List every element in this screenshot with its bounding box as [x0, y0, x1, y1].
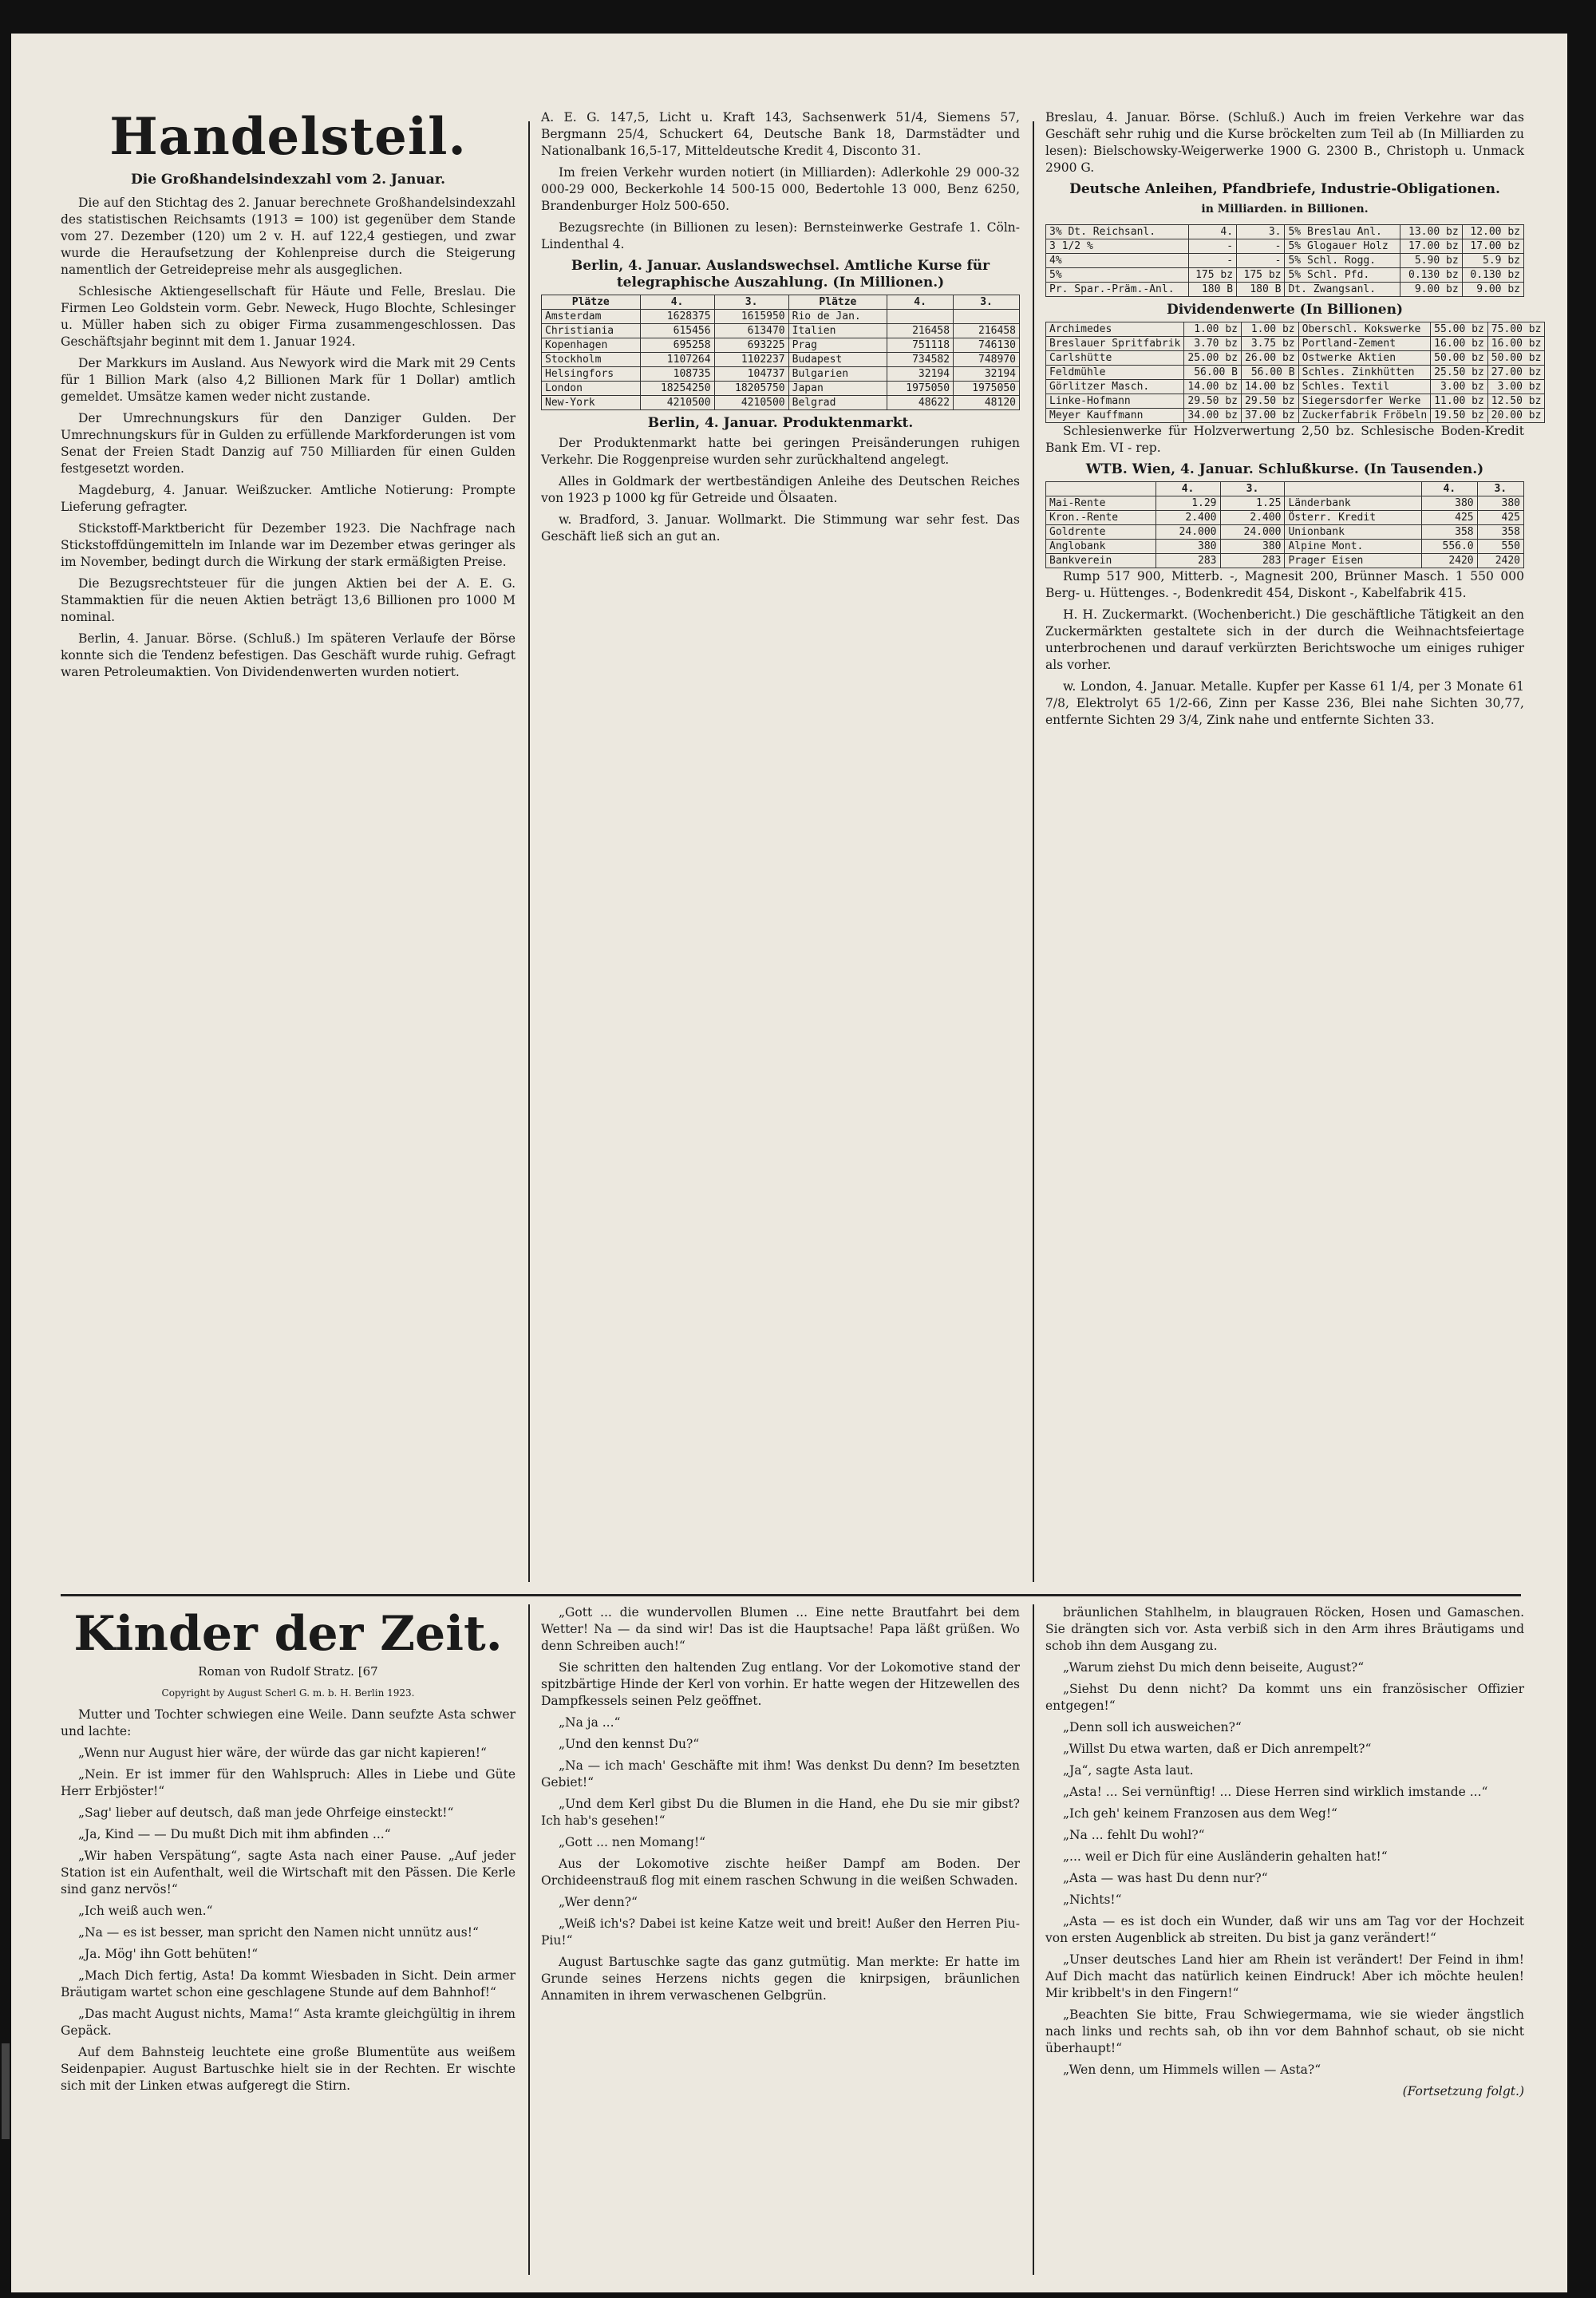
novel-paragraph: „Und den kennst Du?“ — [559, 1737, 700, 1751]
table-cell: 48120 — [954, 396, 1020, 410]
table-cell: 9.00 bz — [1400, 283, 1462, 297]
table-header: 3. — [954, 295, 1020, 310]
table-cell: - — [1188, 239, 1236, 254]
table-cell: 25.00 bz — [1184, 351, 1242, 366]
table-cell: 55.00 bz — [1431, 322, 1488, 337]
section-rule — [61, 1594, 1521, 1596]
zucker-text: H. H. Zuckermarkt. (Wochenbericht.) Die geschäftliche Tätigkeit an den Zuckermärkten gestaltete sich in der durch die Weihnachtsfeiertage unterbrochenen und darauf verkürzten Berichtswoche um einiges ruhiger als vorher. — [1045, 607, 1524, 672]
table-cell: 2.400 — [1156, 511, 1220, 525]
table-cell: 358 — [1477, 525, 1523, 540]
novel-paragraph: „Gott ... nen Momang!“ — [559, 1835, 706, 1849]
table-cell: 358 — [1422, 525, 1478, 540]
devisen-row — [542, 382, 1020, 396]
table-cell: 734582 — [887, 353, 954, 367]
table-cell: Bulgarien — [788, 367, 887, 382]
novel-paragraph: „Das macht August nichts, Mama!“ Asta kramte gleichgültig in ihrem Gepäck. — [61, 2007, 516, 2038]
table-header: 4. — [887, 295, 954, 310]
devisen-table — [541, 295, 1020, 410]
table-cell: 751118 — [887, 338, 954, 353]
table-cell: Prag — [788, 338, 887, 353]
table-cell: Bankverein — [1046, 554, 1156, 568]
dividend-row — [1046, 394, 1545, 409]
novel-paragraph: „Na ... fehlt Du wohl?“ — [1063, 1828, 1205, 1842]
dividend-row — [1046, 380, 1545, 394]
wien-row — [1046, 511, 1524, 525]
table-cell: 13.00 bz — [1400, 225, 1462, 239]
novel-paragraph: „Warum ziehst Du mich denn beiseite, August?“ — [1063, 1660, 1365, 1675]
table-cell: Unionbank — [1285, 525, 1422, 540]
holz-text: Schlesienwerke für Holzverwertung 2,50 bz. Schlesische Boden-Kredit Bank Em. VI - rep. — [1045, 424, 1524, 455]
table-cell: Breslauer Spritfabrik — [1046, 337, 1184, 351]
table-cell: 5% — [1046, 268, 1189, 283]
table-cell: 695258 — [640, 338, 714, 353]
table-cell: Archimedes — [1046, 322, 1184, 337]
table-cell: 2420 — [1477, 554, 1523, 568]
table-cell: 18205750 — [714, 382, 788, 396]
table-header: 3. — [1477, 482, 1523, 496]
column-rule — [1033, 121, 1034, 1582]
column-rule — [528, 121, 530, 1582]
table-cell: Budapest — [788, 353, 887, 367]
finance-heading: Handelsteil. — [109, 107, 467, 167]
table-cell: 425 — [1477, 511, 1523, 525]
table-cell: 1975050 — [887, 382, 954, 396]
novel-paragraph: „Na — es ist besser, man spricht den Namen nicht unnütz aus!“ — [78, 1925, 479, 1940]
table-cell: 17.00 bz — [1462, 239, 1523, 254]
novel-paragraph: „Ja, Kind — — Du mußt Dich mit ihm abfinden ...“ — [78, 1827, 391, 1841]
table-cell: Oberschl. Kokswerke — [1298, 322, 1431, 337]
finance-paragraph: Stickstoff-Marktbericht für Dezember 1923. Die Nachfrage nach Stickstoffdüngemitteln im Inlande war im Dezember etwas geringer als im November, bedingt durch die Wirkung der stark ermäßigten Preise. — [61, 521, 516, 569]
table-cell: - — [1237, 254, 1285, 268]
table-cell: 2.400 — [1220, 511, 1285, 525]
novel-paragraph: „Siehst Du denn nicht? Da kommt uns ein französischer Offizier entgegen!“ — [1045, 1682, 1524, 1713]
market-column — [541, 109, 1020, 1590]
table-cell — [954, 310, 1020, 324]
devisen-row — [542, 396, 1020, 410]
novel-paragraph: Aus der Lokomotive zischte heißer Dampf am Boden. Der Orchideenstrauß flog mit einem raschen Schwung in die weißen Schwaden. — [541, 1857, 1020, 1888]
dividend-title: Dividendenwerte (In Billionen) — [1166, 302, 1404, 318]
breslau-paragraph: Breslau, 4. Januar. Börse. (Schluß.) Auch im freien Verkehre war das Geschäft sehr ruhig und die Kurse bröckelten zum Teil ab (In Milliarden zu lesen): Bielschowsky-Weigerwerke 1900 G. 2300 B., Christoph u. Unmack 2900 G. — [1045, 110, 1524, 175]
bezugsrechte: Bezugsrechte (in Billionen zu lesen): Bernsteinwerke Gestrafe 1. Cöln-Lindenthal 4. — [541, 220, 1020, 251]
table-cell: 1.00 bz — [1184, 322, 1242, 337]
table-cell: Länderbank — [1285, 496, 1422, 511]
dividend-row — [1046, 409, 1545, 423]
table-cell: 380 — [1156, 540, 1220, 554]
table-cell: Meyer Kauffmann — [1046, 409, 1184, 423]
dividend-row — [1046, 322, 1545, 337]
continued-note: (Fortsetzung folgt.) — [1402, 2084, 1524, 2098]
novel-title: Kinder der Zeit. — [73, 1606, 503, 1662]
table-header — [1285, 482, 1422, 496]
table-cell: 12.00 bz — [1462, 225, 1523, 239]
table-cell: 1.00 bz — [1242, 322, 1299, 337]
table-cell: 5% Breslau Anl. — [1285, 225, 1400, 239]
table-cell: Belgrad — [788, 396, 887, 410]
table-cell: Rio de Jan. — [788, 310, 887, 324]
finance-paragraph: Der Umrechnungskurs für den Danziger Gulden. Der Umrechnungskurs für in Gulden zu erfüllende Markforderungen ist vom Senat der Freien Stadt Danzig auf 750 Milliarden für einen Gulden festgesetzt worden. — [61, 411, 516, 476]
finance-paragraph: Berlin, 4. Januar. Börse. (Schluß.) Im späteren Verlaufe der Börse konnte sich die Tendenz befestigen. Das Geschäft wurde ruhig. Gefragt waren Petroleumaktien. Von Dividendenwerten wurden notiert. — [61, 631, 516, 679]
table-cell: 5% Schl. Pfd. — [1285, 268, 1400, 283]
novel-paragraph: Mutter und Tochter schwiegen eine Weile. Dann seufzte Asta schwer und lachte: — [61, 1707, 516, 1738]
table-cell: - — [1188, 254, 1236, 268]
novel-paragraph: „Nein. Er ist immer für den Wahlspruch: Alles in Liebe und Güte Herr Erbjöster!“ — [61, 1767, 516, 1798]
novel-paragraph: „Wer denn?“ — [559, 1895, 638, 1909]
novel-paragraph: „Asta — es ist doch ein Wunder, daß wir uns am Tag vor der Hochzeit von ersten Augenblick ab streiten. Du bist ja ganz verändert!“ — [1045, 1914, 1524, 1945]
table-cell: 615456 — [640, 324, 714, 338]
novel-paragraph: „Ich weiß auch wen.“ — [78, 1904, 213, 1918]
novel-paragraph: „Asta — was hast Du denn nur?“ — [1063, 1871, 1268, 1885]
table-cell: 17.00 bz — [1400, 239, 1462, 254]
table-cell: Schles. Zinkhütten — [1298, 366, 1431, 380]
table-cell: 4210500 — [640, 396, 714, 410]
table-cell: 4% — [1046, 254, 1189, 268]
dividend-table — [1045, 322, 1545, 423]
novel-paragraph: „Ja. Mög' ihn Gott behüten!“ — [78, 1947, 259, 1961]
novel-paragraph: „Wenn nur August hier wäre, der würde das gar nicht kapieren!“ — [78, 1746, 487, 1760]
table-cell: 3. — [1237, 225, 1285, 239]
table-cell: - — [1237, 239, 1285, 254]
table-cell: Stockholm — [542, 353, 641, 367]
novel-paragraph: „Sag' lieber auf deutsch, daß man jede Ohrfeige einsteckt!“ — [78, 1806, 454, 1820]
table-cell: 29.50 bz — [1184, 394, 1242, 409]
anleihen-table — [1045, 224, 1524, 297]
table-cell: Goldrente — [1046, 525, 1156, 540]
column-rule — [528, 1604, 530, 2275]
table-cell: 380 — [1477, 496, 1523, 511]
right-column — [1045, 109, 1542, 1590]
finance-paragraph: Der Markkurs im Ausland. Aus Newyork wird die Mark mit 29 Cents für 1 Billion Mark (also 4,2 Billionen Mark für 1 Dollar) amtlich gemeldet. Umsätze kamen weder nicht zustande. — [61, 356, 516, 404]
table-cell: Kopenhagen — [542, 338, 641, 353]
market-paragraph: A. E. G. 147,5, Licht u. Kraft 143, Sachsenwerk 51/4, Siemens 57, Bergmann 25/4, Schuckert 64, Deutsche Bank 18, Darmstädter und Nationalbank 16,5-17, Mitteldeutsche Kredit 4, Disconto 31. — [541, 110, 1020, 158]
table-cell: 24.000 — [1220, 525, 1285, 540]
byline-text: Roman von Rudolf Stratz. — [198, 1664, 354, 1679]
table-cell: Dt. Zwangsanl. — [1285, 283, 1400, 297]
table-cell: 25.50 bz — [1431, 366, 1488, 380]
dividend-row — [1046, 337, 1545, 351]
table-cell: 27.00 bz — [1487, 366, 1545, 380]
table-cell: 19.50 bz — [1431, 409, 1488, 423]
table-cell: 3.75 bz — [1242, 337, 1299, 351]
table-cell: 283 — [1220, 554, 1285, 568]
table-cell: 50.00 bz — [1487, 351, 1545, 366]
table-cell: Mai-Rente — [1046, 496, 1156, 511]
wien-row — [1046, 540, 1524, 554]
novel-paragraph: „Wir haben Verspätung“, sagte Asta nach einer Pause. „Auf jeder Station ist ein Aufenthalt, weil die Wirtschaft mit den Pässen. Die Kerle sind ganz nervös!“ — [61, 1849, 516, 1897]
table-header: 3. — [1220, 482, 1285, 496]
novel-column-2 — [541, 1604, 1020, 2275]
table-cell: 283 — [1156, 554, 1220, 568]
anleihen-row — [1046, 254, 1524, 268]
novel-paragraph: „Gott ... die wundervollen Blumen ... Eine nette Brautfahrt bei dem Wetter! Na — da sind wir! Das ist die Hauptsache! Papa läßt grüßen. Wo denn Schreiben auch!“ — [541, 1605, 1020, 1653]
devisen-row — [542, 310, 1020, 324]
table-cell: Amsterdam — [542, 310, 641, 324]
table-cell: Portland-Zement — [1298, 337, 1431, 351]
novel-paragraph: „Denn soll ich ausweichen?“ — [1063, 1720, 1242, 1734]
table-cell: 48622 — [887, 396, 954, 410]
table-cell: 1.25 — [1220, 496, 1285, 511]
table-cell: 108735 — [640, 367, 714, 382]
table-cell: 16.00 bz — [1487, 337, 1545, 351]
table-cell: 14.00 bz — [1242, 380, 1299, 394]
table-cell: Anglobank — [1046, 540, 1156, 554]
market-paragraph: Im freien Verkehr wurden notiert (in Milliarden): Adlerkohle 29 000-32 000-29 000, Beckerkohle 14 500-15 000, Bedertohle 13 000, Benz 6250, Brandenburger Holz 500-650. — [541, 165, 1020, 213]
table-cell: 3% Dt. Reichsanl. — [1046, 225, 1189, 239]
table-cell: 56.00 B — [1242, 366, 1299, 380]
table-cell: 14.00 bz — [1184, 380, 1242, 394]
table-cell: Feldmühle — [1046, 366, 1184, 380]
devisen-title: Berlin, 4. Januar. Auslandswechsel. Amtliche Kurse für telegraphische Auszahlung. (In Millionen.) — [571, 258, 990, 291]
table-cell: 3.00 bz — [1431, 380, 1488, 394]
installment-number: [67 — [358, 1664, 378, 1679]
table-cell: 693225 — [714, 338, 788, 353]
anleihen-sub: in Milliarden. in Billionen. — [1201, 203, 1369, 216]
table-cell: Schles. Textil — [1298, 380, 1431, 394]
index-title: Die Großhandelsindexzahl vom 2. Januar. — [130, 172, 446, 188]
anleihen-row — [1046, 283, 1524, 297]
novel-byline — [61, 1663, 516, 1680]
table-cell: 550 — [1477, 540, 1523, 554]
novel-paragraph: „Beachten Sie bitte, Frau Schwiegermama, wie sie wieder ängstlich nach links und rechts sah, ob ihn vor dem Bahnhof schaut, ob sie nicht überhaupt!“ — [1045, 2007, 1524, 2055]
newspaper-page — [11, 34, 1567, 2292]
table-cell: 216458 — [954, 324, 1020, 338]
table-cell: 1628375 — [640, 310, 714, 324]
table-cell: 24.000 — [1156, 525, 1220, 540]
table-cell: 613470 — [714, 324, 788, 338]
table-cell: 104737 — [714, 367, 788, 382]
table-cell: 4210500 — [714, 396, 788, 410]
table-cell: 216458 — [887, 324, 954, 338]
wien-footer: Rump 517 900, Mitterb. -, Magnesit 200, Brünner Masch. 1 550 000 Berg- u. Hüttenges. -, Bodenkredit 454, Diskont -, Kabelfabrik 415. — [1045, 569, 1524, 600]
table-cell: 75.00 bz — [1487, 322, 1545, 337]
novel-paragraph: „Mach Dich fertig, Asta! Da kommt Wiesbaden in Sicht. Dein armer Bräutigam wartet schon eine geschlagene Stunde auf dem Bahnhof!“ — [61, 1968, 516, 1999]
novel-paragraph: „Ja“, sagte Asta laut. — [1063, 1763, 1194, 1778]
table-cell: Japan — [788, 382, 887, 396]
novel-paragraph: „Nichts!“ — [1063, 1893, 1122, 1907]
novel-paragraph: „Weiß ich's? Dabei ist keine Katze weit und breit! Außer den Herren Piu-Piu!“ — [541, 1916, 1020, 1948]
table-cell: 556.0 — [1422, 540, 1478, 554]
wien-table — [1045, 481, 1524, 568]
table-header: 4. — [1422, 482, 1478, 496]
anleihen-row — [1046, 239, 1524, 254]
table-cell: 175 bz — [1188, 268, 1236, 283]
table-cell: Ostwerke Aktien — [1298, 351, 1431, 366]
london-text: w. London, 4. Januar. Metalle. Kupfer per Kasse 61 1/4, per 3 Monate 61 7/8, Elektrolyt 65 1/2-66, Zinn per Kasse 236, Blei nahe Sichten 30,77, entfernte Sichten 29 3/4, Zink nahe und entfernte Sichten 33. — [1045, 679, 1524, 727]
table-cell: Carlshütte — [1046, 351, 1184, 366]
devisen-row — [542, 324, 1020, 338]
table-cell: 37.00 bz — [1242, 409, 1299, 423]
table-cell: 5% Glogauer Holz — [1285, 239, 1400, 254]
novel-paragraph: „Und dem Kerl gibst Du die Blumen in die Hand, ehe Du sie mir gibst? Ich hab's gesehen!“ — [541, 1797, 1020, 1828]
dividend-row — [1046, 366, 1545, 380]
table-cell: 20.00 bz — [1487, 409, 1545, 423]
novel-paragraph: „Asta! ... Sei vernünftig! ... Diese Herren sind wirklich imstande ...“ — [1063, 1785, 1488, 1799]
novel-column-1 — [61, 1604, 516, 2275]
wolle-text: w. Bradford, 3. Januar. Wollmarkt. Die Stimmung war sehr fest. Das Geschäft ließ sich an gut an. — [541, 512, 1020, 544]
produkten-text: Der Produktenmarkt hatte bei geringen Preisänderungen ruhigen Verkehr. Die Roggenpreise wurden sehr zurückhaltend angelegt. — [541, 436, 1020, 467]
table-cell: Helsingfors — [542, 367, 641, 382]
table-cell: Kron.-Rente — [1046, 511, 1156, 525]
novel-paragraph: „Unser deutsches Land hier am Rhein ist verändert! Der Feind in ihm! Auf Dich macht das natürlich keinen Eindruck! Aber ich möchte heulen! Mir kribbelt's in den Fingern!“ — [1045, 1952, 1524, 2000]
table-cell: 180 B — [1237, 283, 1285, 297]
novel-paragraph: Sie schritten den haltenden Zug entlang. Vor der Lokomotive stand der spitzbärtige Hinde der Kerl von vorhin. Er hatte wegen der Hitzewellen des Dampfkessels seinen Pelz geöffnet. — [541, 1660, 1020, 1708]
table-cell: 1975050 — [954, 382, 1020, 396]
anleihen-title: Deutsche Anleihen, Pfandbriefe, Industrie-Obligationen. — [1069, 181, 1500, 197]
novel-paragraph: „Wen denn, um Himmels willen — Asta?“ — [1063, 2063, 1321, 2077]
table-cell: New-York — [542, 396, 641, 410]
novel-paragraph: „... weil er Dich für eine Ausländerin gehalten hat!“ — [1063, 1849, 1388, 1864]
table-cell: 26.00 bz — [1242, 351, 1299, 366]
table-cell: Zuckerfabrik Fröbeln — [1298, 409, 1431, 423]
finance-column — [61, 109, 516, 1590]
table-cell: Linke-Hofmann — [1046, 394, 1184, 409]
table-cell: Siegersdorfer Werke — [1298, 394, 1431, 409]
table-cell: 50.00 bz — [1431, 351, 1488, 366]
table-cell: 175 bz — [1237, 268, 1285, 283]
produkten-title: Berlin, 4. Januar. Produktenmarkt. — [647, 415, 914, 431]
table-cell: 380 — [1422, 496, 1478, 511]
devisen-row — [542, 367, 1020, 382]
table-cell: 34.00 bz — [1184, 409, 1242, 423]
table-cell: 5.90 bz — [1400, 254, 1462, 268]
novel-paragraph: Auf dem Bahnsteig leuchtete eine große Blumentüte aus weißem Seidenpapier. August Bartuschke hielt sie in der Rechten. Er wischte sich mit der Linken etwas aufgeregt die Stirn. — [61, 2045, 516, 2093]
wien-title: WTB. Wien, 4. Januar. Schlußkurse. (In Tausenden.) — [1085, 461, 1484, 477]
goldmark-text: Alles in Goldmark der wertbeständigen Anleihe des Deutschen Reiches von 1923 p 1000 kg für Getreide und Ölsaaten. — [541, 474, 1020, 505]
devisen-row — [542, 338, 1020, 353]
finance-paragraph: Magdeburg, 4. Januar. Weißzucker. Amtliche Notierung: Prompte Lieferung gefragter. — [61, 483, 516, 514]
finance-paragraph: Schlesische Aktiengesellschaft für Häute und Felle, Breslau. Die Firmen Leo Goldstein vorm. Gebr. Neweck, Hugo Blochte, Schlesinger u. Müller haben sich zu obiger Firma zusammengeschlossen. Das Geschäftsjahr beginnt mit dem 1. Januar 1924. — [61, 284, 516, 349]
table-cell: Italien — [788, 324, 887, 338]
table-header: 4. — [640, 295, 714, 310]
table-cell: 32194 — [887, 367, 954, 382]
column-rule — [1033, 1604, 1034, 2275]
table-cell: 1107264 — [640, 353, 714, 367]
novel-paragraph: „Ich geh' keinem Franzosen aus dem Weg!“ — [1063, 1806, 1337, 1821]
table-cell: Christiania — [542, 324, 641, 338]
table-cell: 32194 — [954, 367, 1020, 382]
table-cell: 56.00 B — [1184, 366, 1242, 380]
novel-column-3 — [1045, 1604, 1524, 2275]
table-cell: 2420 — [1422, 554, 1478, 568]
scan-edge-mark — [2, 2043, 10, 2139]
finance-paragraph: Die auf den Stichtag des 2. Januar berechnete Großhandelsindexzahl des statistischen Reichsamts (1913 = 100) ist gegenüber dem Stande vom 27. Dezember (120) um 2 v. H. auf 122,4 gestiegen, und zwar wurde die Heraufsetzung der Kohlenpreise durch die Steigerung namentlich der Getreidepreise mehr als ausgeglichen. — [61, 196, 516, 277]
table-header: Plätze — [788, 295, 887, 310]
novel-paragraph: „Willst Du etwa warten, daß er Dich anrempelt?“ — [1063, 1742, 1372, 1756]
table-cell: 0.130 bz — [1400, 268, 1462, 283]
table-cell: 9.00 bz — [1462, 283, 1523, 297]
table-header: 3. — [714, 295, 788, 310]
table-cell: 5.9 bz — [1462, 254, 1523, 268]
wien-row — [1046, 554, 1524, 568]
table-cell: 746130 — [954, 338, 1020, 353]
table-cell: 18254250 — [640, 382, 714, 396]
table-cell: London — [542, 382, 641, 396]
table-cell — [887, 310, 954, 324]
table-cell: 1102237 — [714, 353, 788, 367]
table-cell: 425 — [1422, 511, 1478, 525]
table-cell: 29.50 bz — [1242, 394, 1299, 409]
anleihen-row — [1046, 268, 1524, 283]
novel-paragraph: bräunlichen Stahlhelm, in blaugrauen Röcken, Hosen und Gamaschen. Sie drängten sich vor. Asta verbiß sich in den Arm ihres Bräutigams und schob ihn dem Ausgang zu. — [1045, 1605, 1524, 1653]
devisen-header-row — [542, 295, 1020, 310]
wien-row — [1046, 525, 1524, 540]
table-cell: 16.00 bz — [1431, 337, 1488, 351]
table-cell: 3.00 bz — [1487, 380, 1545, 394]
anleihen-row — [1046, 225, 1524, 239]
table-cell: Görlitzer Masch. — [1046, 380, 1184, 394]
table-cell: 1615950 — [714, 310, 788, 324]
novel-paragraph: „Na ja ...“ — [559, 1715, 621, 1730]
table-cell: 11.00 bz — [1431, 394, 1488, 409]
table-header: Plätze — [542, 295, 641, 310]
table-cell: Österr. Kredit — [1285, 511, 1422, 525]
table-cell: 5% Schl. Rogg. — [1285, 254, 1400, 268]
table-header: 4. — [1156, 482, 1220, 496]
table-cell: Pr. Spar.-Präm.-Anl. — [1046, 283, 1189, 297]
table-cell: Prager Eisen — [1285, 554, 1422, 568]
table-cell: 1.29 — [1156, 496, 1220, 511]
table-header — [1046, 482, 1156, 496]
table-cell: 180 B — [1188, 283, 1236, 297]
novel-paragraph: August Bartuschke sagte das ganz gutmütig. Man merkte: Er hatte im Grunde seines Herzens nichts gegen die knirpsigen, bräunlichen Annamiten in ihrem verwaschenen Gelbgrün. — [541, 1955, 1020, 2003]
table-cell: 380 — [1220, 540, 1285, 554]
table-cell: Alpine Mont. — [1285, 540, 1422, 554]
novel-paragraph: „Na — ich mach' Geschäfte mit ihm! Was denkst Du denn? Im besetzten Gebiet!“ — [541, 1758, 1020, 1790]
novel-copyright: Copyright by August Scherl G. m. b. H. Berlin 1923. — [161, 1687, 415, 1699]
table-cell: 0.130 bz — [1462, 268, 1523, 283]
table-cell: 3 1/2 % — [1046, 239, 1189, 254]
devisen-row — [542, 353, 1020, 367]
wien-header-row — [1046, 482, 1524, 496]
table-cell: 4. — [1188, 225, 1236, 239]
table-cell: 12.50 bz — [1487, 394, 1545, 409]
wien-row — [1046, 496, 1524, 511]
table-cell: 748970 — [954, 353, 1020, 367]
table-cell: 3.70 bz — [1184, 337, 1242, 351]
dividend-row — [1046, 351, 1545, 366]
finance-paragraph: Die Bezugsrechtsteuer für die jungen Aktien bei der A. E. G. Stammaktien für die neuen Aktien beträgt 13,6 Billionen pro 1000 M nominal. — [61, 576, 516, 624]
